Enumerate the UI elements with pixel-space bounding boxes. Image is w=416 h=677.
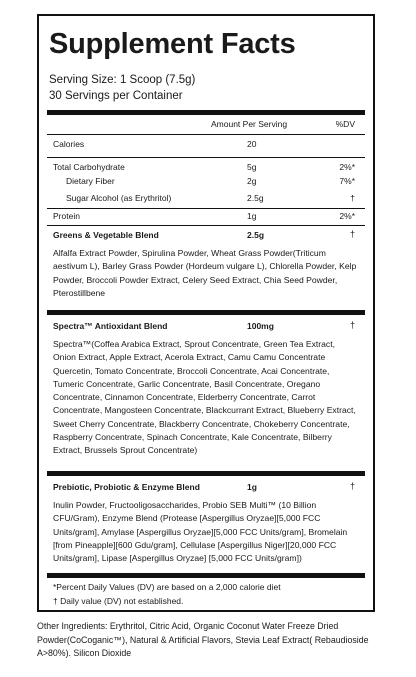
nutrient-dv: † xyxy=(350,193,355,203)
panel-title: Supplement Facts xyxy=(49,28,296,60)
serving-size: Serving Size: 1 Scoop (7.5g) xyxy=(49,74,196,86)
nutrient-amount: 1g xyxy=(247,211,257,221)
nutrient-name: Sugar Alcohol (as Erythritol) xyxy=(66,193,172,203)
blend-amount-prebiotic: 1g xyxy=(247,482,257,492)
blend-title-spectra: Spectra™ Antioxidant Blend xyxy=(53,321,168,331)
blend-title-greens: Greens & Vegetable Blend xyxy=(53,230,159,240)
dv-header: %DV xyxy=(335,119,355,129)
blend-ingredients-greens: Alfalfa Extract Powder, Spirulina Powder, Wheat Grass Powder(Triticum aestivum L), Barley Grass Powder (Hordeum vulgare L), Chlorella Powder, Kelp Powder, Broccoli Powder Extract, Celery Seed Extract, Chia Seed Powder, Pterostillbene xyxy=(53,248,357,298)
nutrient-amount: 20 xyxy=(247,139,257,149)
blend-title-prebiotic: Prebiotic, Probiotic & Enzyme Blend xyxy=(53,482,200,492)
other-ingredients: Other Ingredients: Erythritol, Citric Acid, Organic Coconut Water Freeze Dried Powder(CoCoganic™), Natural & Artificial Flavors, Stevia Leaf Extract( Rebaudioside A>80%). Silicon Dioxide xyxy=(37,621,369,658)
nutrient-amount: 2g xyxy=(247,176,257,186)
divider xyxy=(47,225,365,226)
nutrient-name: Total Carbohydrate xyxy=(53,162,125,172)
nutrient-row-dietary-fiber xyxy=(39,176,373,190)
footnote-percent-dv: *Percent Daily Values (DV) are based on a 2,000 calorie diet xyxy=(53,582,281,592)
blend-dv-greens: † xyxy=(349,229,355,239)
divider-thick xyxy=(47,471,365,476)
nutrient-name: Dietary Fiber xyxy=(66,176,115,186)
blend-dv-spectra: † xyxy=(349,320,355,330)
nutrient-name: Protein xyxy=(53,211,80,221)
blend-ingredients-prebiotic: Inulin Powder, Fructooligosaccharides, Probio SEB Multi™ (10 Billion CFU/Gram), Enzyme Blend (Protease [Aspergillus Oryzae][5,000 FCC Units/gram], Amylase [Aspergillus Oryzae][5,000 FCC Units/gram], Bromelain [from Pineapple][600 Gdu/gram], Cellulase [Aspergillus Niger][20,000 FCC Units/gram], Lipase [Aspergillus Oryzae] [5,000 FCC Units/gram]) xyxy=(53,500,348,564)
nutrient-amount: 2.5g xyxy=(247,193,264,203)
blend-amount-spectra: 100mg xyxy=(247,321,274,331)
nutrient-name: Calories xyxy=(53,139,85,149)
nutrient-dv: 7%* xyxy=(339,176,355,186)
nutrient-row-sugar-alcohol xyxy=(39,193,373,207)
divider xyxy=(47,157,365,158)
blend-dv-prebiotic: † xyxy=(349,481,355,491)
nutrient-dv: 2%* xyxy=(339,162,355,172)
blend-ingredients-spectra: Spectra™(Coffea Arabica Extract, Sprout Concentrate, Green Tea Extract, Onion Extract, Apple Extract, Acerola Extract, Camu Camu Concentrate Quercetin, Tomato Concentrate, Broccoli Concentrate, Acai Concentrate, Tumeric Concentrate, Garlic Concentrate, Basil Concentrate, Oregano Concentrate, Cinnamon Concentrate, Elderberry Concentrate, Carrot Concentrate, Mangosteen Concentrate, Blackcurrant Extract, Blueberry Extract, Sweet Cherry Concentrate, Blackberry Concentrate, Chokeberry Concentrate, Raspberry Concentrate, Spinach Concentrate, Kale Concentrate, Bilberry Extract, Brussels Sprout Concentrate) xyxy=(53,339,356,456)
divider-thick xyxy=(47,310,365,315)
nutrient-amount: 5g xyxy=(247,162,257,172)
divider-thick xyxy=(47,573,365,578)
blend-amount-greens: 2.5g xyxy=(247,230,265,240)
nutrient-row-total-carbohydrate xyxy=(39,162,373,176)
nutrient-row-protein xyxy=(39,211,373,225)
amount-per-serving-header: Amount Per Serving xyxy=(211,119,288,129)
servings-per-container: 30 Servings per Container xyxy=(49,90,183,102)
divider xyxy=(47,208,365,209)
nutrient-row-calories xyxy=(39,139,373,153)
footnote-dv-not-established: † Daily value (DV) not established. xyxy=(53,596,184,606)
supplement-facts-panel xyxy=(37,14,375,612)
divider-thick xyxy=(47,110,365,115)
nutrient-dv: 2%* xyxy=(339,211,355,221)
divider xyxy=(47,134,365,135)
